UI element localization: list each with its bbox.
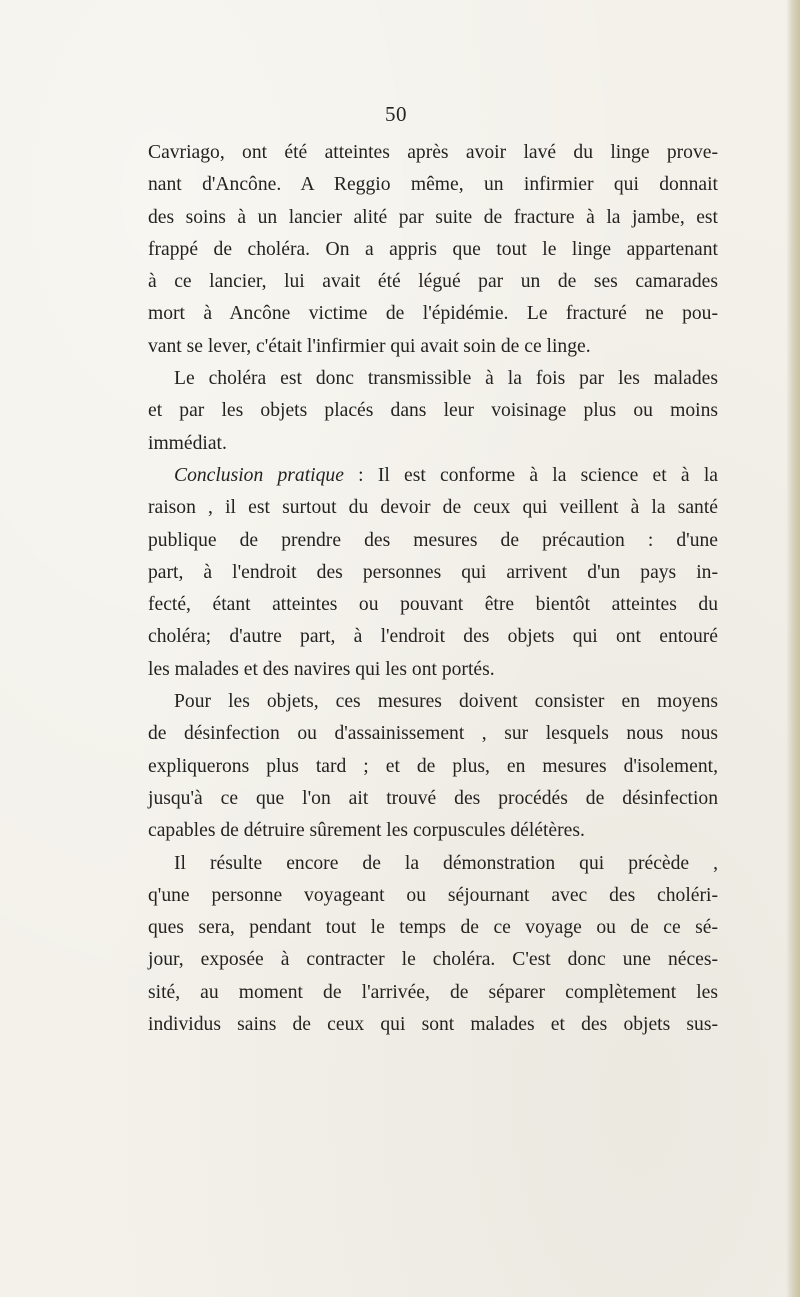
paragraph-objets [148, 686, 718, 847]
page-edge-shadow [786, 0, 800, 1297]
text-line: vant se lever, c'était l'infirmier qui avait soin de ce linge. [148, 335, 591, 357]
paragraph-cavriago [148, 137, 718, 363]
text-line: Il résulte encore de la démonstration qui précède , [174, 852, 718, 874]
text-line: frappé de choléra. On a appris que tout le linge appartenant [148, 238, 718, 260]
text-line: mort à Ancône victime de l'épidémie. Le fracturé ne pou- [148, 303, 718, 325]
paragraph-conclusion [148, 460, 718, 686]
text-line: des soins à un lancier alité par suite de fracture à la jambe, est [148, 206, 718, 228]
text-line: de désinfection ou d'assainissement , sur lesquels nous nous [148, 723, 718, 745]
text-line: individus sains de ceux qui sont malades et des objets sus- [148, 1014, 718, 1036]
text-line: choléra; d'autre part, à l'endroit des objets qui ont entouré [148, 626, 718, 648]
text-line: les malades et des navires qui les ont portés. [148, 658, 495, 680]
text-line: fecté, étant atteintes ou pouvant être bientôt atteintes du [148, 594, 718, 616]
text-line: jour, exposée à contracter le choléra. C'est donc une néces- [148, 949, 718, 971]
text-line: jusqu'à ce que l'on ait trouvé des procédés de désinfection [148, 787, 718, 809]
conclusion-heading: Conclusion pratique [174, 464, 344, 486]
text-line: capables de détruire sûrement les corpuscules délétères. [148, 820, 585, 842]
text-fragment: : Il est conforme à la science et à la [343, 464, 718, 486]
text-line: et par les objets placés dans leur voisinage plus ou moins [148, 400, 718, 422]
text-line: Pour les objets, ces mesures doivent consister en moyens [174, 691, 718, 713]
text-line: à ce lancier, lui avait été légué par un de ses camarades [148, 271, 718, 293]
page-number: 50 [385, 102, 407, 126]
text-line: nant d'Ancône. A Reggio même, un infirmier qui donnait [148, 174, 718, 196]
text-line [148, 460, 718, 492]
text-line: part, à l'endroit des personnes qui arrivent d'un pays in- [148, 561, 718, 583]
text-line: q'une personne voyageant ou séjournant avec des choléri- [148, 884, 718, 906]
text-line: expliquerons plus tard ; et de plus, en mesures d'isolement, [148, 755, 718, 777]
text-line: raison , il est surtout du devoir de ceux qui veillent à la santé [148, 497, 718, 519]
text-line: Cavriago, ont été atteintes après avoir lavé du linge prove- [148, 142, 718, 163]
paragraph-resulte [148, 848, 718, 1042]
text-line: publique de prendre des mesures de précaution : d'une [148, 529, 718, 551]
text-line: Le choléra est donc transmissible à la fois par les malades [174, 368, 718, 390]
text-line: immédiat. [148, 432, 227, 454]
paragraph-transmissible [148, 363, 718, 460]
text-line: ques sera, pendant tout le temps de ce voyage ou de ce sé- [148, 917, 718, 939]
text-line: sité, au moment de l'arrivée, de séparer complètement les [148, 981, 718, 1003]
body-text [148, 137, 718, 1041]
